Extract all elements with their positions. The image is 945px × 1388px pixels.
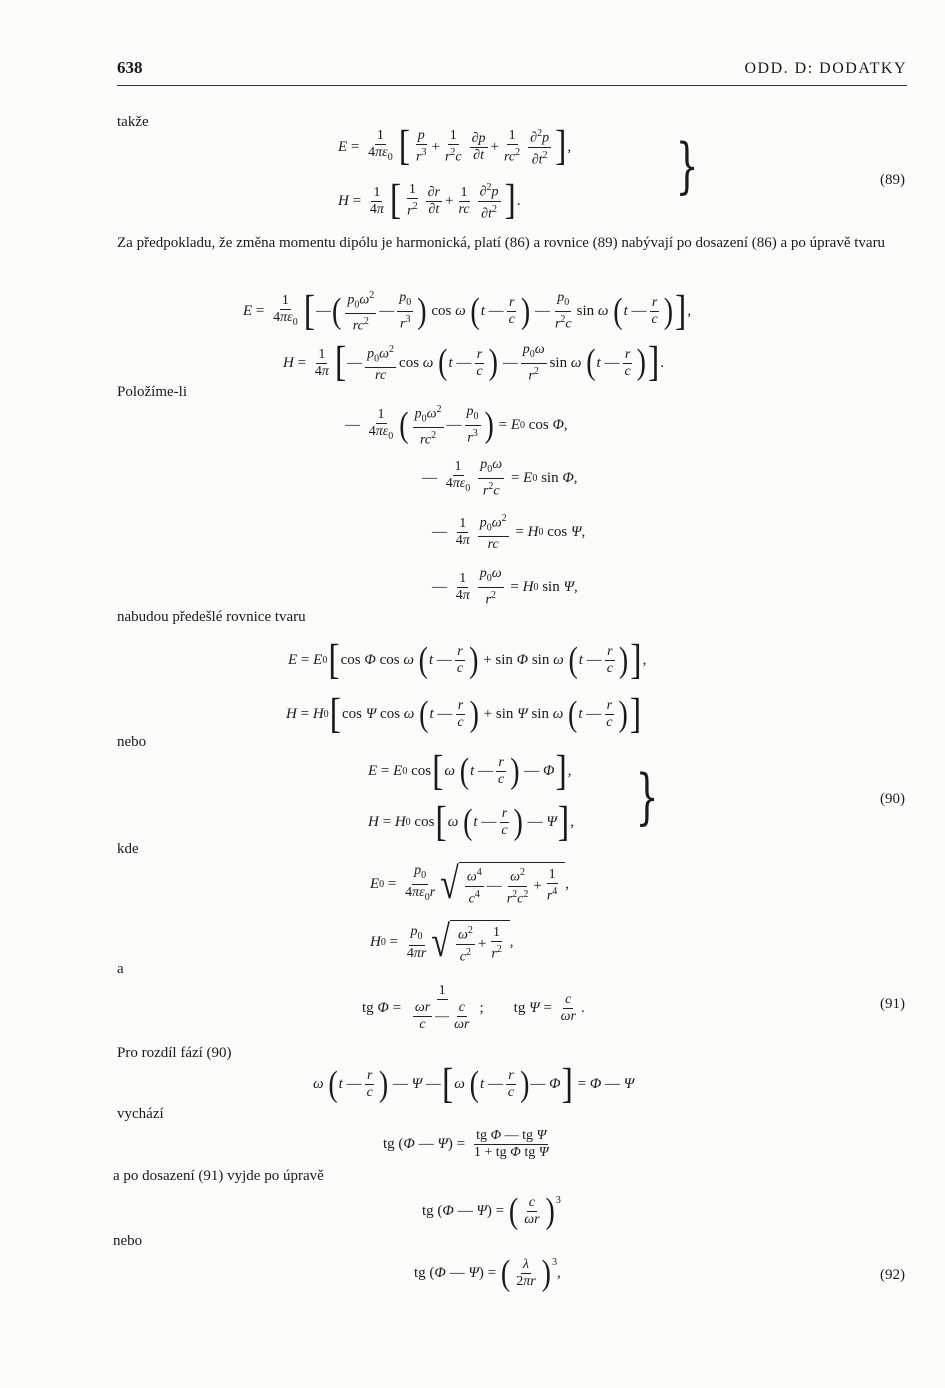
equation-phase-difference: ω ( t — $\frac{r}{c}$ ) — Ψ — [ ω ( t — $\frac{r}{c}$ ) — Φ ] = Φ — Ψ	[313, 1060, 635, 1107]
equation-H-harmonic: H = $\frac{1}{4\pi}$ [ — $\frac{p_0\omega^2}{rc}$ cos ω ( t — $\frac{r}{c}$ ) — $\frac{p_0\omega}{r^2}$ sin ω ( t — $\frac{r}{c}$ ) ] .	[283, 339, 665, 386]
word-a-po-dosazeni: a po dosazení (91) vyjde po úpravě	[113, 1168, 324, 1184]
equation-tg-result: tg ( Φ — Ψ ) = ( $\frac{c}{\omega r}$ ) $^3$	[422, 1190, 561, 1231]
header-rule	[117, 85, 907, 86]
equation-tg-difference: tg ( Φ — Ψ ) = $\frac{\text{tg Φ — tg Ψ}}{\text{1 + tg Φ tg Ψ}}$	[383, 1128, 549, 1160]
equation-H0-amplitude: H 0 = $\frac{p_0}{4\pi r}$ √ $\frac{\omega^2}{c^2}$ + $\frac{1}{r^2}$ ,	[370, 917, 514, 967]
definition-E0-sin: — $\frac{1}{4\pi\varepsilon_0}$ $\frac{p_0\omega}{r^2c}$ = E 0 sin Φ ,	[422, 457, 578, 499]
word-nabudou: nabudou předešlé rovnice tvaru	[117, 609, 306, 625]
equation-number-90: (90)	[880, 791, 905, 807]
word-pro-rozdil: Pro rozdíl fází (90)	[117, 1045, 232, 1061]
equation-92: tg ( Φ — Ψ ) = ( $\frac{\lambda}{2\pi r}$ ) $^3$ ,	[414, 1252, 561, 1293]
equation-number-92: (92)	[880, 1267, 905, 1283]
equation-number-89: (89)	[880, 172, 905, 188]
paragraph-harmonic: Za předpokladu, že změna momentu dipólu je harmonická, platí (86) a rovnice (89) nabývají po dosazení (86) a po úpravě tvaru	[117, 235, 886, 251]
equation-91: tg Φ = 1 $\frac{\omega r}{c}$ — $\frac{c}{\omega r}$ ; tg Ψ = $\frac{c}{\omega r}$ .	[362, 983, 585, 1032]
word-vychazi: vychází	[117, 1106, 164, 1122]
brace-90: }	[635, 762, 659, 832]
equation-H-phase: H = H 0 [ cos Ψ cos ω ( t — $\frac{r}{c}$ ) + sin Ψ sin ω ( t — $\frac{r}{c}$ ) ]	[286, 690, 642, 737]
word-nebo-2: nebo	[113, 1233, 143, 1249]
word-polozime: Položíme-li	[117, 384, 187, 400]
word-takze: takže	[117, 114, 149, 130]
definition-H0-cos: — $\frac{1}{4\pi}$ $\frac{p_0\omega^2}{rc}$ = H 0 cos Ψ ,	[432, 513, 586, 553]
equation-E-phase: E = E 0 [ cos Φ cos ω ( t — $\frac{r}{c}$ ) + sin Φ sin ω ( t — $\frac{r}{c}$ ) ] ,	[288, 636, 647, 683]
equation-E0-amplitude: E 0 = $\frac{p_0}{4\pi\varepsilon_0r}$ √ $\frac{\omega^4}{c^4}$ — $\frac{\omega^2}{r^2c^2}$ + $\frac{1}{r^4}$ ,	[370, 859, 570, 909]
definition-H0-sin: — $\frac{1}{4\pi}$ $\frac{p_0\omega}{r^2}$ = H 0 sin Ψ ,	[432, 566, 578, 608]
equation-90-E: E = E 0 cos [ ω ( t — $\frac{r}{c}$ ) — Φ ] ,	[368, 747, 572, 794]
running-head: ODD. D: DODATKY	[744, 60, 907, 77]
brace-89: }	[675, 131, 699, 201]
word-nebo-1: nebo	[117, 734, 147, 750]
equation-89-H: H = $\frac{1}{4\pi}$ [ $\frac{1}{r^2}$ $\frac{\partial r}{\partial t}$ + $\frac{1}{rc}$ $\frac{\partial^2p}{\partial t^2}$ ] .	[338, 177, 521, 224]
equation-number-91: (91)	[880, 996, 905, 1012]
page-number: 638	[117, 58, 143, 77]
equation-E-harmonic: E = $\frac{1}{4\pi\varepsilon_0}$ [ — ( $\frac{p_0\omega^2}{rc^2}$ — $\frac{p_0}{r^3}$ ) cos ω ( t — $\frac{r}{c}$ ) — $\frac{p_0}{r^2c}$ sin ω ( t — $\frac{r}{c}$ ) ] ,	[243, 287, 692, 335]
equation-89-E: E = $\frac{1}{4\pi\varepsilon_0}$ [ $\frac{p}{r^3}$ + $\frac{1}{r^2c}$ $\frac{\partial p}{\partial t}$ + $\frac{1}{rc^2}$ $\frac{\partial^2p}{\partial t^2}$ ] ,	[338, 123, 572, 170]
definition-E0-cos: — $\frac{1}{4\pi\varepsilon_0}$ ( $\frac{p_0\omega^2}{rc^2}$ — $\frac{p_0}{r^3}$ ) = E 0 cos Φ ,	[345, 404, 568, 449]
word-kde: kde	[117, 841, 139, 857]
word-a: a	[117, 961, 124, 977]
equation-90-H: H = H 0 cos [ ω ( t — $\frac{r}{c}$ ) — Ψ ] ,	[368, 798, 574, 845]
